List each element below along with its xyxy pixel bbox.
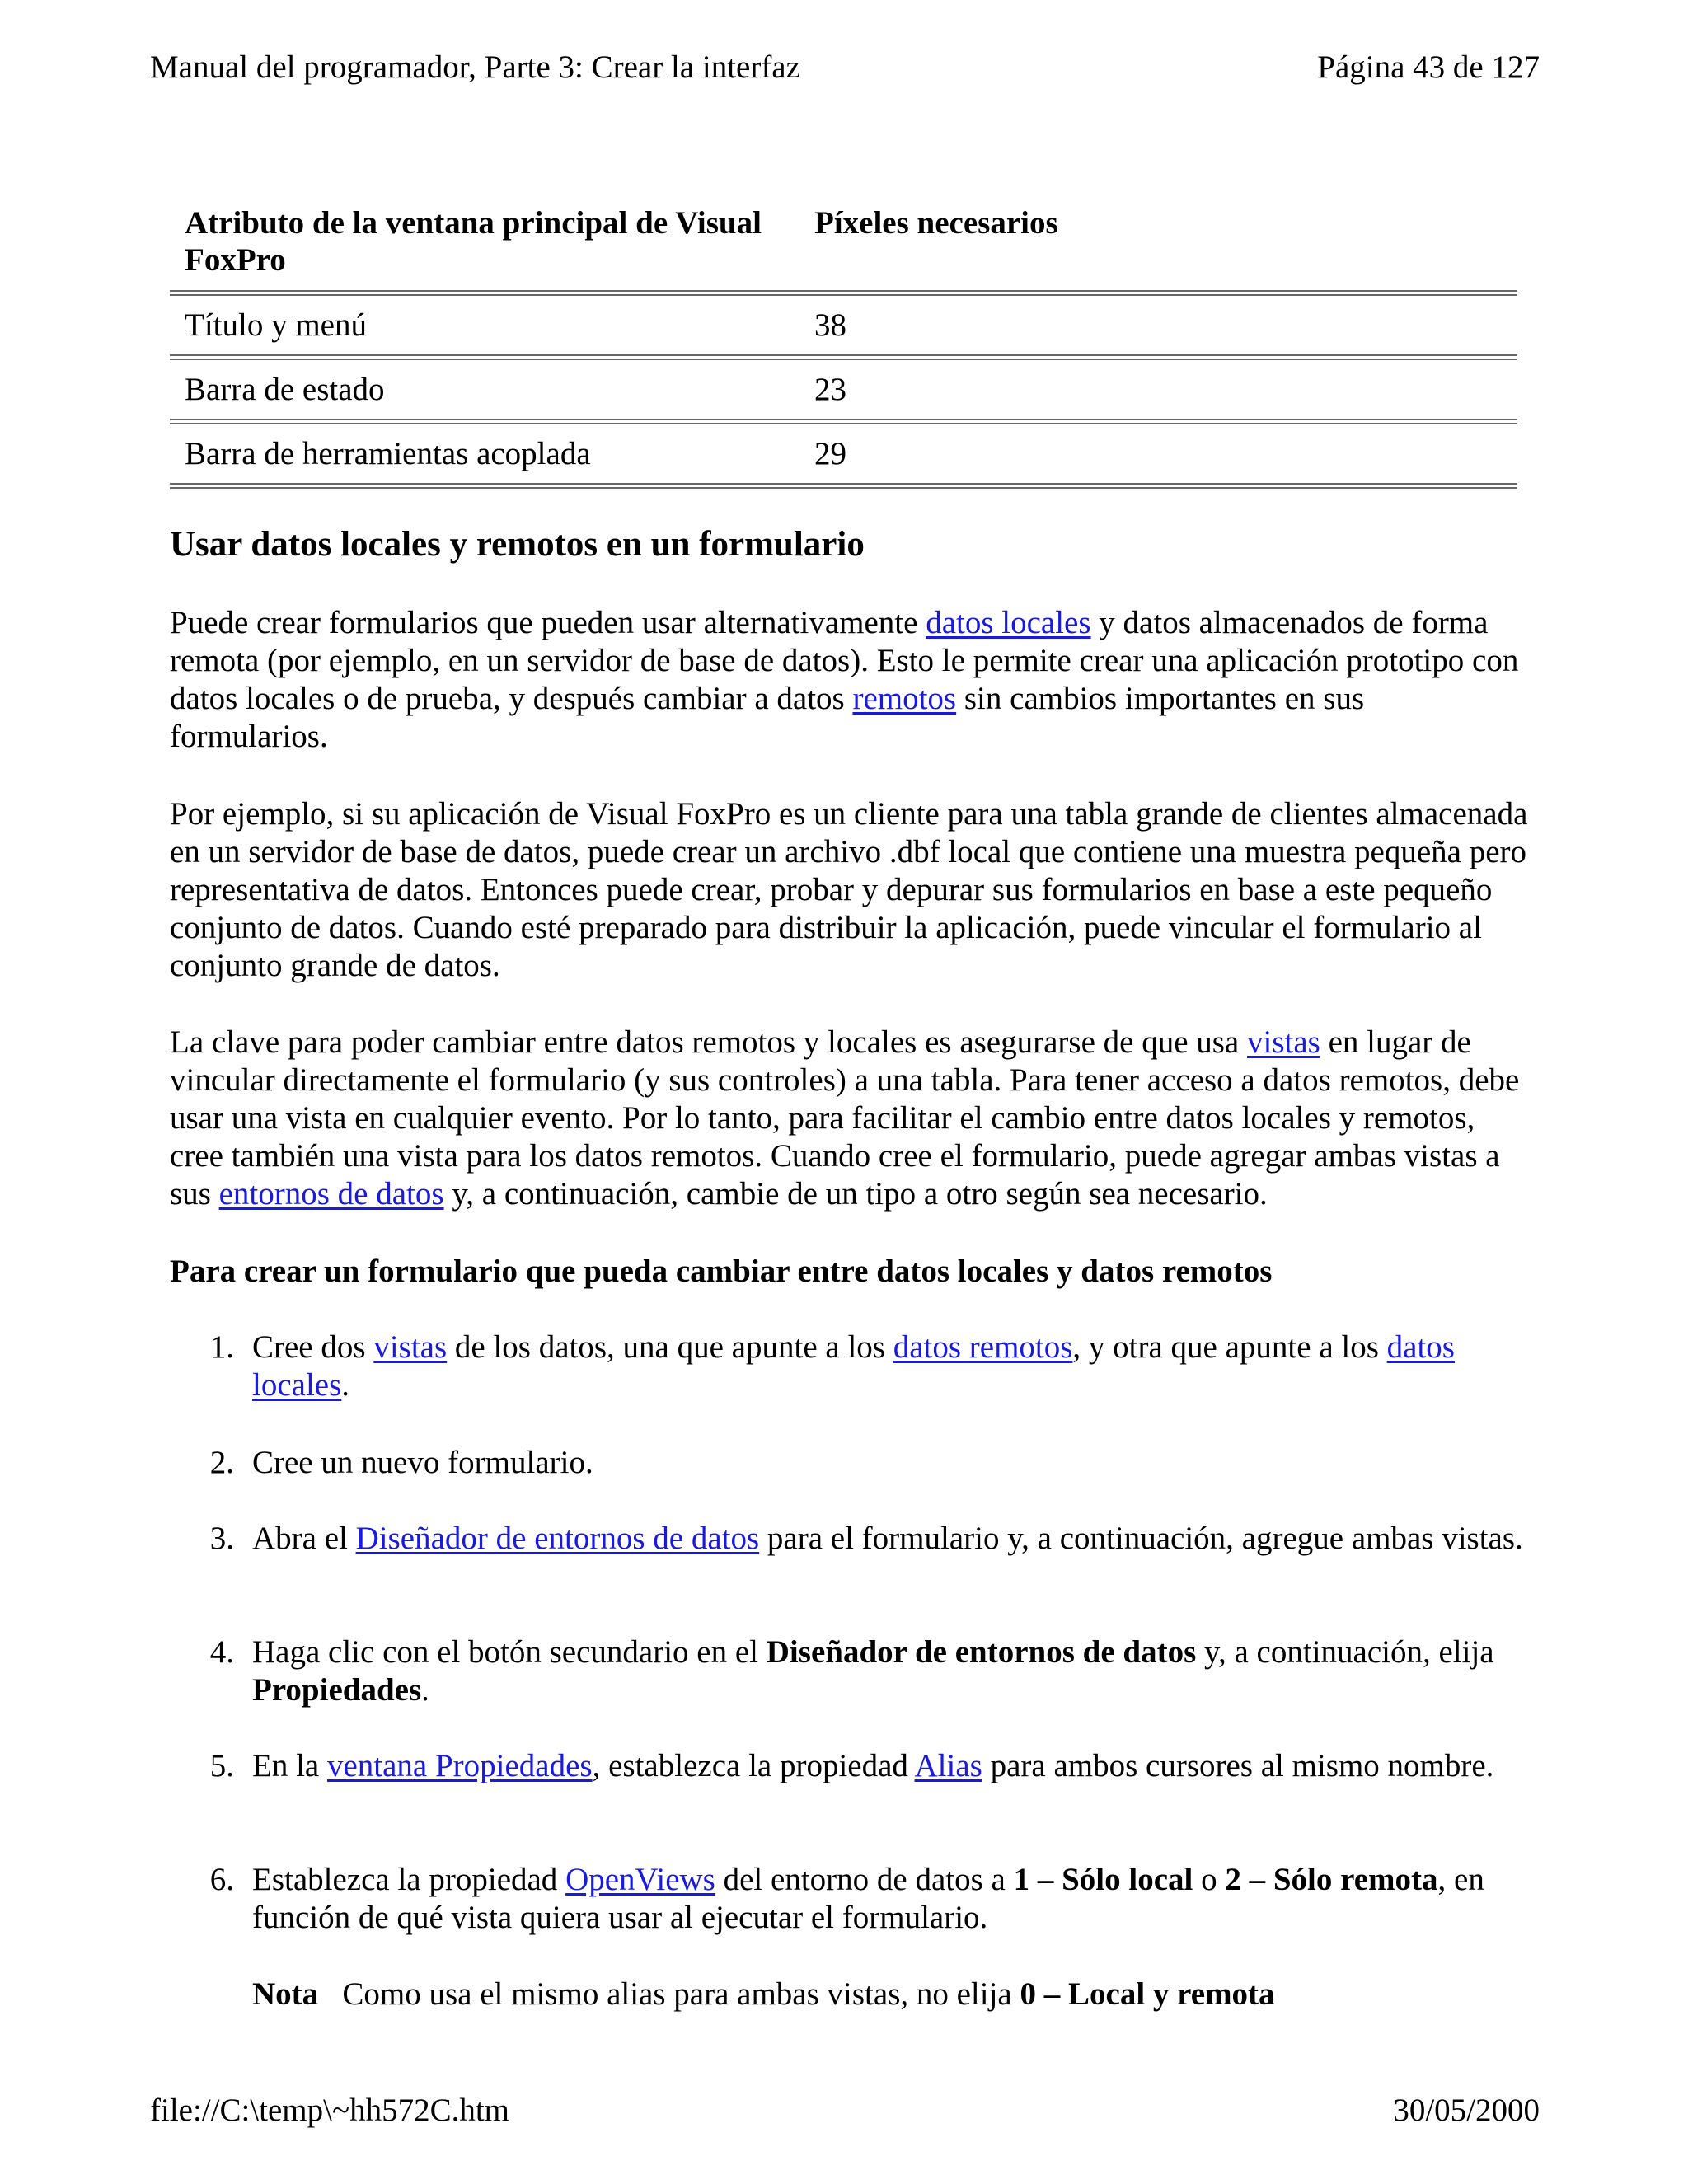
link-datos-remotos[interactable]: datos remotos [893, 1329, 1073, 1365]
link-alias[interactable]: Alias [914, 1748, 982, 1783]
table-rule [170, 483, 1517, 489]
step-text: , en función de qué vista quiera usar al ejecutar el formulario. [252, 1862, 1484, 1935]
table-rule [170, 419, 1517, 424]
table-cell-pixels: 23 [814, 371, 846, 407]
list-item-text [252, 1520, 1538, 1558]
note [252, 1975, 1275, 2013]
list-number: 2. [209, 1445, 234, 1480]
footer-file-path: file://C:\temp\~hh572C.htm [150, 2093, 510, 2128]
list-number: 1. [209, 1329, 234, 1365]
list-item-text [252, 1861, 1538, 1937]
page-number: Página 43 de 127 [1317, 49, 1540, 85]
link-disenador-entornos-de-datos[interactable]: Diseñador de entornos de datos [355, 1521, 760, 1556]
procedure-title: Para crear un formulario que pueda cambiar entre datos locales y datos remotos [170, 1254, 1273, 1289]
table-cell-attribute: Barra de estado [185, 371, 385, 407]
column-header-attribute: Atributo de la ventana principal de Visual FoxPro [185, 205, 762, 278]
table-row [170, 424, 1517, 483]
section-title: Usar datos locales y remotos en un formulario [170, 525, 865, 564]
step-text: Haga clic con el botón secundario en el [252, 1634, 767, 1670]
list-number: 4. [209, 1634, 234, 1670]
ui-term: Diseñador de entornos de datos [766, 1634, 1197, 1670]
table-rule [170, 354, 1517, 360]
pixels-table [170, 201, 1517, 489]
column-header-pixels: Píxeles necesarios [814, 205, 1058, 241]
link-ventana-propiedades[interactable]: ventana Propiedades [326, 1748, 593, 1783]
table-rule [170, 290, 1517, 296]
table-header-row [170, 201, 1517, 290]
link-datos-locales[interactable]: datos locales [252, 1329, 1455, 1403]
list-item-text [252, 1747, 1538, 1785]
step-text: Cree dos [252, 1329, 374, 1365]
list-number: 5. [209, 1748, 234, 1783]
ui-term: 1 – Sólo local [1013, 1862, 1193, 1897]
link-remotos[interactable]: remotos [852, 681, 957, 716]
paragraph-3 [170, 1024, 1530, 1213]
paragraph-1 [170, 604, 1530, 756]
step-text: para el formulario y, a continuación, agregue ambas vistas. [759, 1521, 1523, 1556]
step-text: Establezca la propiedad [252, 1862, 566, 1897]
table-cell-pixels: 38 [814, 307, 846, 343]
paragraph-text: Puede crear formularios que pueden usar alternativamente [170, 605, 926, 640]
step-text: , y otra que apunte a los [1072, 1329, 1387, 1365]
step-text: Abra el [252, 1521, 356, 1556]
paragraph-text: sin cambios importantes en sus formularios. [170, 681, 1365, 754]
table-cell-attribute: Barra de herramientas acoplada [185, 435, 591, 471]
step-text: . [421, 1672, 429, 1708]
note-bold: 0 – Local y remota [1020, 1976, 1275, 2012]
step-text: En la [252, 1748, 327, 1783]
link-vistas[interactable]: vistas [1247, 1024, 1320, 1060]
running-header-title: Manual del programador, Parte 3: Crear la interfaz [150, 49, 800, 85]
list-item-text [252, 1633, 1538, 1709]
table-cell-attribute: Título y menú [185, 307, 367, 343]
ui-term: Propiedades [252, 1672, 422, 1708]
footer-date: 30/05/2000 [1393, 2093, 1540, 2128]
step-text: , establezca la propiedad [592, 1748, 915, 1783]
paragraph-text: en lugar de vincular directamente el formulario (y sus controles) a una tabla. Para tener acceso a datos remotos, debe usar una vista en cualquier evento. Por lo tanto, para facilitar el cambio entre datos locales y remotos, cree también una vista para los datos remotos. Cuando cree el formulario, puede agregar ambas vistas a sus [170, 1024, 1520, 1212]
step-text: para ambos cursores al mismo nombre. [982, 1748, 1494, 1783]
step-text: y, a continuación, elija [1196, 1634, 1494, 1670]
paragraph-text: y, a continuación, cambie de un tipo a otro según sea necesario. [443, 1176, 1268, 1212]
paragraph-2: Por ejemplo, si su aplicación de Visual FoxPro es un cliente para una tabla grande de clientes almacenada en un servidor de base de datos, puede crear un archivo .dbf local que contiene una muestra pequeña pero representativa de datos. Entonces puede crear, probar y depurar sus formularios en base a este pequeño conjunto de datos. Cuando esté preparado para distribuir la aplicación, puede vincular el formulario al conjunto grande de datos. [170, 796, 1528, 983]
step-text: o [1193, 1862, 1226, 1897]
note-text: Como usa el mismo alias para ambas vistas, no elija [342, 1976, 1020, 2012]
list-item-text [252, 1329, 1538, 1404]
link-vistas[interactable]: vistas [373, 1329, 448, 1365]
ui-term: 2 – Sólo remota [1225, 1862, 1438, 1897]
table-row [170, 360, 1517, 419]
list-number: 3. [209, 1521, 234, 1556]
paragraph-text: La clave para poder cambiar entre datos remotos y locales es asegurarse de que usa [170, 1024, 1247, 1060]
step-text: . [341, 1367, 350, 1403]
table-cell-pixels: 29 [814, 435, 846, 471]
step-text: de los datos, una que apunte a los [447, 1329, 893, 1365]
link-entornos-de-datos[interactable]: entornos de datos [218, 1176, 444, 1212]
link-datos-locales[interactable]: datos locales [926, 605, 1091, 640]
list-item-text: Cree un nuevo formulario. [252, 1445, 593, 1480]
table-row [170, 296, 1517, 354]
paragraph-text: y datos almacenados de forma remota (por ejemplo, en un servidor de base de datos). Esto le permite crear una aplicación prototipo con datos locales o de prueba, y después cambiar a datos [170, 605, 1519, 716]
note-label: Nota [252, 1976, 319, 2012]
list-number: 6. [209, 1862, 234, 1897]
link-openviews[interactable]: OpenViews [565, 1862, 715, 1897]
step-text: del entorno de datos a [715, 1862, 1014, 1897]
